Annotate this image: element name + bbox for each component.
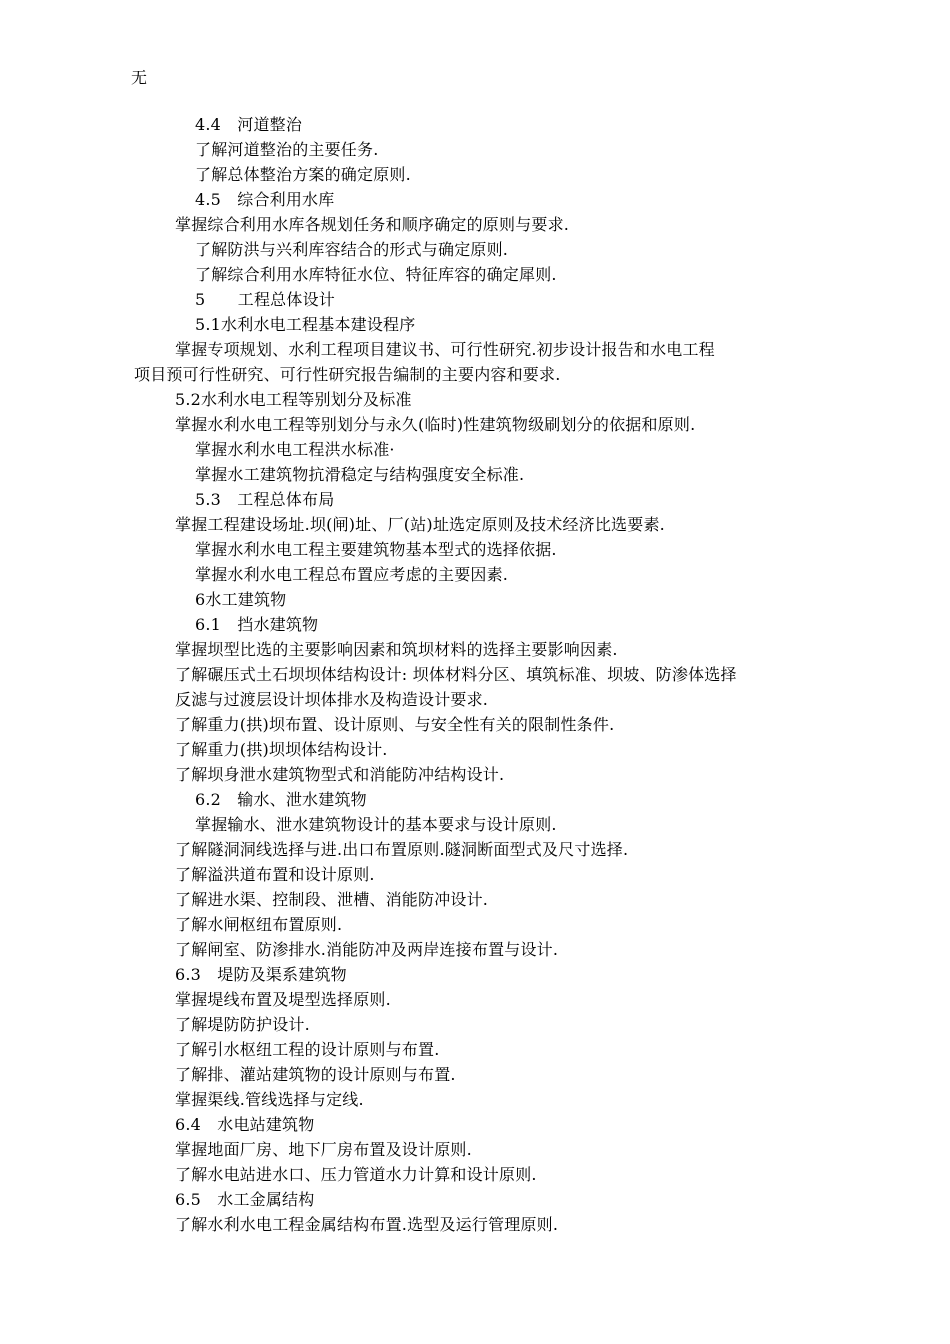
text-line: 了解水电站进水口、压力管道水力计算和设计原则. — [175, 1165, 537, 1184]
text-line: 掌握渠线.管线选择与定线. — [175, 1090, 364, 1109]
text-line: 掌握水利水电工程主要建筑物基本型式的选择依据. — [195, 540, 557, 559]
section-heading-6-2: 6.2 输水、泄水建筑物 — [195, 790, 367, 809]
chapter-heading-6: 6水工建筑物 — [195, 590, 287, 609]
text-line: 了解总体整治方案的确定原则. — [195, 165, 411, 184]
text-line-continuation: 项目预可行性研究、可行性研究报告编制的主要内容和要求. — [134, 365, 561, 384]
section-heading-5-1: 5.1水利水电工程基本建设程序 — [195, 315, 416, 334]
chapter-heading-5: 5 工程总体设计 — [195, 290, 335, 309]
text-line-continuation: 反滤与过渡层设计坝体排水及构造设计要求. — [175, 690, 489, 709]
text-line: 了解堤防防护设计. — [175, 1015, 310, 1034]
text-line: 了解水利水电工程金属结构布置.选型及运行管理原则. — [175, 1215, 559, 1234]
text-line: 掌握水利水电工程洪水标准· — [195, 440, 395, 459]
section-heading-6-5: 6.5 水工金属结构 — [175, 1190, 315, 1209]
text-line: 掌握坝型比选的主要影响因素和筑坝材料的选择主要影响因素. — [175, 640, 618, 659]
text-line: 了解坝身泄水建筑物型式和消能防冲结构设计. — [175, 765, 505, 784]
text-line: 了解隧洞洞线选择与进.出口布置原则.隧洞断面型式及尺寸选择. — [175, 840, 629, 859]
text-line: 了解防洪与兴利库容结合的形式与确定原则. — [195, 240, 509, 259]
text-line: 掌握输水、泄水建筑物设计的基本要求与设计原则. — [195, 815, 557, 834]
text-line: 掌握水利水电工程等别划分与永久(临时)性建筑物级刷划分的依据和原则. — [175, 415, 696, 434]
text-line: 了解水闸枢纽布置原则. — [175, 915, 343, 934]
text-line: 了解引水枢纽工程的设计原则与布置. — [175, 1040, 440, 1059]
text-line: 掌握工程建设场址.坝(闸)址、厂(站)址选定原则及技术经济比选要素. — [175, 515, 665, 534]
section-heading-4-5: 4.5 综合利用水库 — [195, 190, 335, 209]
section-heading-5-2: 5.2水利水电工程等别划分及标准 — [175, 390, 412, 409]
text-line: 了解闸室、防渗排水.消能防冲及两岸连接布置与设计. — [175, 940, 559, 959]
text-line: 了解进水渠、控制段、泄槽、消能防冲设计. — [175, 890, 489, 909]
text-line: 了解综合利用水库特征水位、特征库容的确定犀则. — [195, 265, 557, 284]
text-line: 了解河道整治的主要任务. — [195, 140, 379, 159]
text-line: 掌握地面厂房、地下厂房布置及设计原则. — [175, 1140, 472, 1159]
text-line: 掌握堤线布置及堤型选择原则. — [175, 990, 391, 1009]
text-line: 了解重力(拱)坝坝体结构设计. — [175, 740, 388, 759]
section-heading-6-4: 6.4 水电站建筑物 — [175, 1115, 315, 1134]
text-line: 了解重力(拱)坝布置、设计原则、与安全性有关的限制性条件. — [175, 715, 615, 734]
section-heading-6-1: 6.1 挡水建筑物 — [195, 615, 319, 634]
text-line: 了解排、灌站建筑物的设计原则与布置. — [175, 1065, 456, 1084]
text-line: 掌握水利水电工程总布置应考虑的主要因素. — [195, 565, 509, 584]
section-heading-6-3: 6.3 堤防及渠系建筑物 — [175, 965, 347, 984]
text-line: 了解碾压式土石坝坝体结构设计: 坝体材料分区、填筑标准、坝坡、防渗体选择 — [175, 665, 737, 684]
section-heading-4-4: 4.4 河道整治 — [195, 115, 303, 134]
header-mark: 无 — [131, 68, 148, 87]
text-line: 掌握专项规划、水利工程项目建议书、可行性研究.初步设计报告和水电工程 — [175, 340, 715, 359]
section-heading-5-3: 5.3 工程总体布局 — [195, 490, 335, 509]
text-line: 掌握综合利用水库各规划任务和顺序确定的原则与要求. — [175, 215, 570, 234]
text-line: 了解溢洪道布置和设计原则. — [175, 865, 375, 884]
text-line: 掌握水工建筑物抗滑稳定与结构强度安全标准. — [195, 465, 525, 484]
